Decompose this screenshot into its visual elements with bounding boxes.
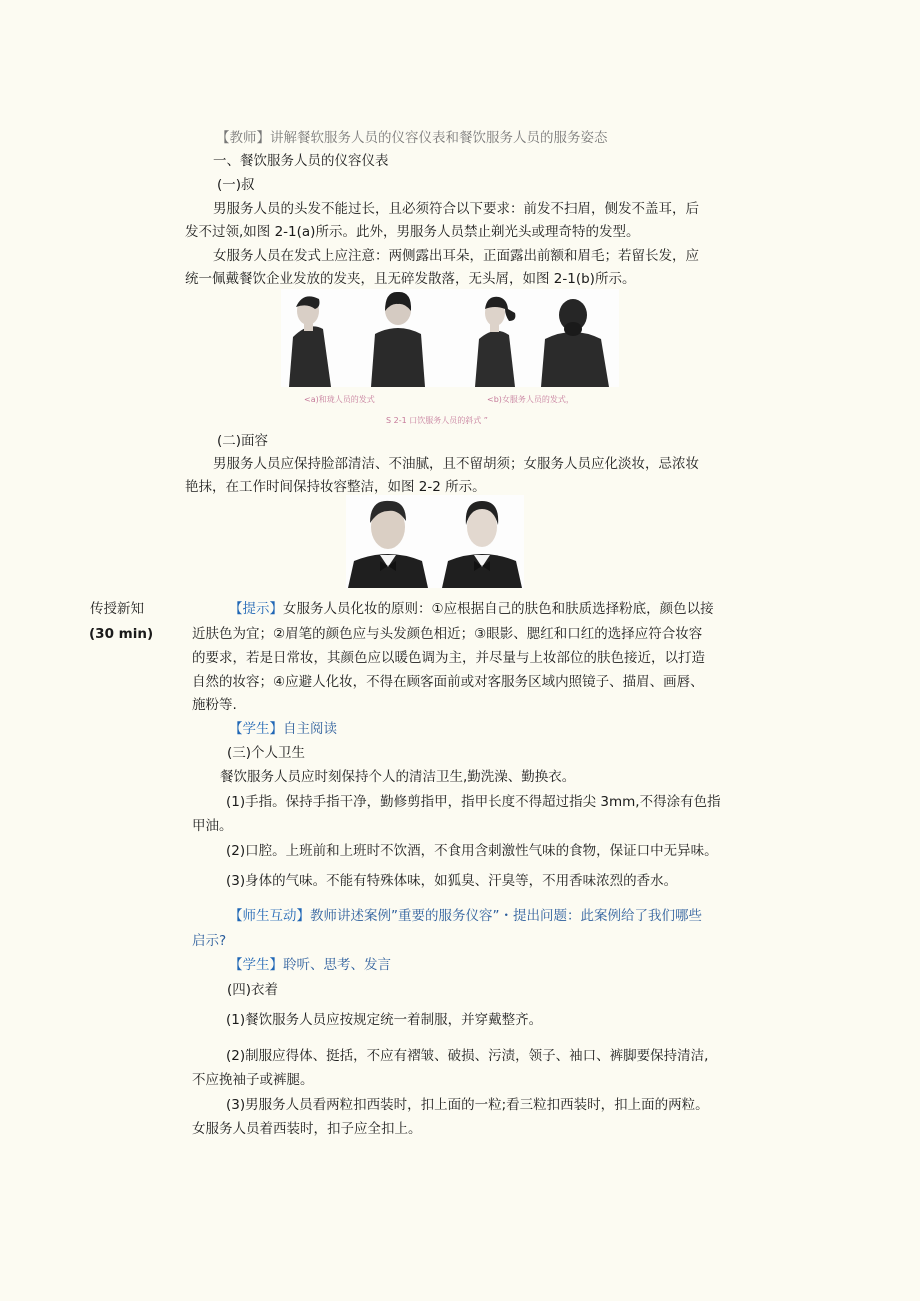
hygiene-item2: (2)口腔。上班前和上班时不饮酒，不食用含刺激性气味的食物，保证口中无异味。 <box>226 843 718 859</box>
sidebar-duration: (30 min) <box>89 626 154 642</box>
teacher-intro <box>216 130 608 146</box>
teacher-tag: 【教师】 <box>216 130 270 146</box>
interaction-tag: 【师生互动】 <box>229 908 310 924</box>
face-line-2: 艳抹，在工作时间保持妆容整洁，如图 2-2 所示。 <box>185 479 486 495</box>
hair-male-line-2: 发不过领,如图 2-1(a)所示。此外，男服务人员禁止剃光头或理奇特的发型。 <box>185 224 640 240</box>
hair-female-line-2: 统一佩戴餐饮企业发放的发夹，且无碎发散落，无头屑，如图 2-1(b)所示。 <box>185 271 636 287</box>
tip-line-5: 施粉等. <box>192 697 237 713</box>
hair-title: (一)叔 <box>217 177 255 193</box>
face-line-1: 男服务人员应保持脸部清洁、不油腻，且不留胡须；女服务人员应化淡妆，忌浓妆 <box>213 456 699 472</box>
hairstyle-figure <box>281 289 619 387</box>
tip-line-2: 近肤色为宜；②眉笔的颜色应与头发颜色相近；③眼影、腮红和口红的选择应符合妆容 <box>192 626 703 642</box>
hygiene-item1-line-1: (1)手指。保持手指干净，勤修剪指甲，指甲长度不得超过指尖 3mm,不得涂有色指 <box>226 794 721 810</box>
student-speak-text: 聆听、思考、发言 <box>283 957 391 973</box>
student-speak <box>229 957 391 973</box>
section-heading: 一、餐饮服务人员的仪容仪表 <box>213 153 389 169</box>
interaction-line-1 <box>229 908 702 924</box>
student-read-tag: 【学生】 <box>229 721 283 737</box>
attire-title: (四)衣着 <box>227 982 279 998</box>
tip-line-1-text: 女服务人员化妆的原则：①应根据自己的肤色和肤质选择粉底，颜色以接 <box>283 601 714 617</box>
tip-line-4: 自然的妆容；④应避人化妆，不得在顾客面前或对客服务区域内照镜子、描眉、画唇、 <box>192 674 704 690</box>
attire-item2-line-1: (2)制服应得体、挺括，不应有褶皱、破损、污渍，领子、袖口、裤脚要保持清洁, <box>226 1048 709 1064</box>
hygiene-item3: (3)身体的气味。不能有特殊体味，如狐臭、汗臭等，不用香味浓烈的香水。 <box>226 873 678 889</box>
hair-female-line-1: 女服务人员在发式上应注意：两侧露出耳朵，正面露出前额和眉毛；若留长发，应 <box>213 248 699 264</box>
hygiene-intro: 餐饮服务人员应时刻保持个人的清洁卫生,勤洗澡、勤换衣。 <box>220 769 576 785</box>
attire-item3-line-2: 女服务人员着西装时，扣子应全扣上。 <box>192 1121 422 1137</box>
tip-tag: 【提示】 <box>229 601 283 617</box>
hygiene-title: (三)个人卫生 <box>227 745 306 761</box>
attire-item1: (1)餐饮服务人员应按规定统一着制服，并穿戴整齐。 <box>226 1012 543 1028</box>
hygiene-item1-line-2: 甲油。 <box>192 818 233 834</box>
caption-a: <a)和珑人员的发式 <box>304 395 375 404</box>
tip-line-1 <box>229 601 714 617</box>
face-title: (二)面容 <box>217 433 269 449</box>
student-speak-tag: 【学生】 <box>229 957 283 973</box>
figure-2-1-caption: S 2-1 口饮服务人员的斜式 ” <box>386 416 488 425</box>
interaction-line-2: 启示? <box>192 933 227 949</box>
sidebar-label: 传授新知 <box>90 601 144 617</box>
face-figure <box>346 495 524 588</box>
caption-b: <b)女服务人员的发式， <box>487 395 574 404</box>
hair-male-line-1: 男服务人员的头发不能过长，且必须符合以下要求：前发不扫眉，侧发不盖耳，后 <box>213 201 699 217</box>
student-read-text: 自主阅读 <box>283 721 337 737</box>
interaction-line-1-text: 教师讲述案例”重要的服务仪容”・提出问题：此案例给了我们哪些 <box>310 908 702 924</box>
teacher-intro-text: 讲解餐软服务人员的仪容仪表和餐饮服务人员的服务姿态 <box>270 130 608 146</box>
tip-line-3: 的要求，若是日常妆，其颜色应以暖色调为主，并尽量与上妆部位的肤色接近，以打造 <box>192 650 705 666</box>
student-read <box>229 721 337 737</box>
attire-item3-line-1: (3)男服务人员看两粒扣西装时，扣上面的一粒;看三粒扣西装时，扣上面的两粒。 <box>226 1097 709 1113</box>
attire-item2-line-2: 不应挽袖子或裤腿。 <box>192 1072 314 1088</box>
